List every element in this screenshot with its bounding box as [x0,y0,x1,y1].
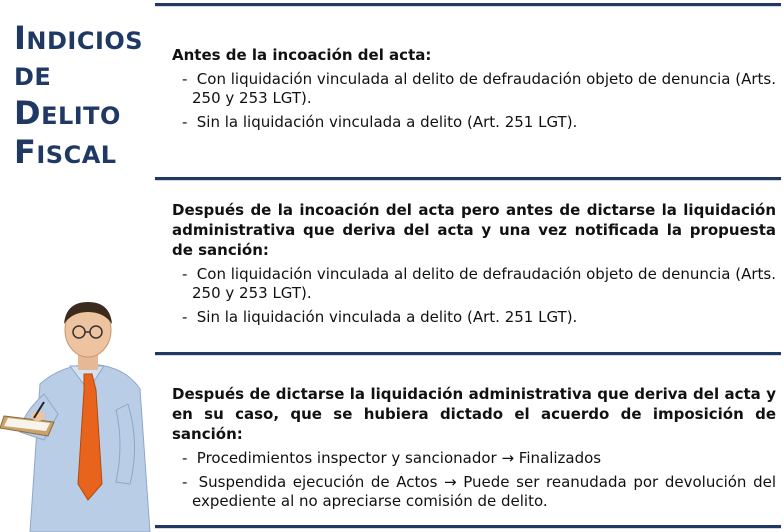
divider-1 [155,177,781,180]
section-after-liquidacion [172,384,776,511]
list-item: - Sin la liquidación vinculada a delito (Art. 251 LGT). [182,308,578,326]
section-heading: Antes de la incoación del acta: [172,46,432,64]
businessman-illustration [0,294,155,532]
divider-2 [155,352,781,355]
section-heading: Después de la incoación del acta pero antes de dictarse la liquidación administrativa que deriva del acta y una vez notificada la propuesta de sanción: [172,201,776,259]
list-item: - Sin la liquidación vinculada a delito (Art. 251 LGT). [182,113,578,131]
divider-top [155,3,781,6]
section-after-acta [172,200,776,327]
list-item: - Suspendida ejecución de Actos → Puede ser reanudada por devolución del expediente al no apreciarse comisión de delito. [182,473,776,510]
list-item: - Procedimientos inspector y sancionador → Finalizados [182,449,602,467]
section-heading: Después de dictarse la liquidación administrativa que deriva del acta y en su caso, que se hubiera dictado el acuerdo de imposición de sanción: [172,385,776,443]
page-title: INDICIOS DE DELITO FISCAL [14,19,144,171]
divider-bottom [155,525,781,528]
section-before-acta [172,45,776,132]
list-item: - Con liquidación vinculada al delito de defraudación objeto de denuncia (Arts. 250 y 253 LGT). [182,265,776,302]
list-item: - Con liquidación vinculada al delito de defraudación objeto de denuncia (Arts. 250 y 253 LGT). [182,70,776,107]
